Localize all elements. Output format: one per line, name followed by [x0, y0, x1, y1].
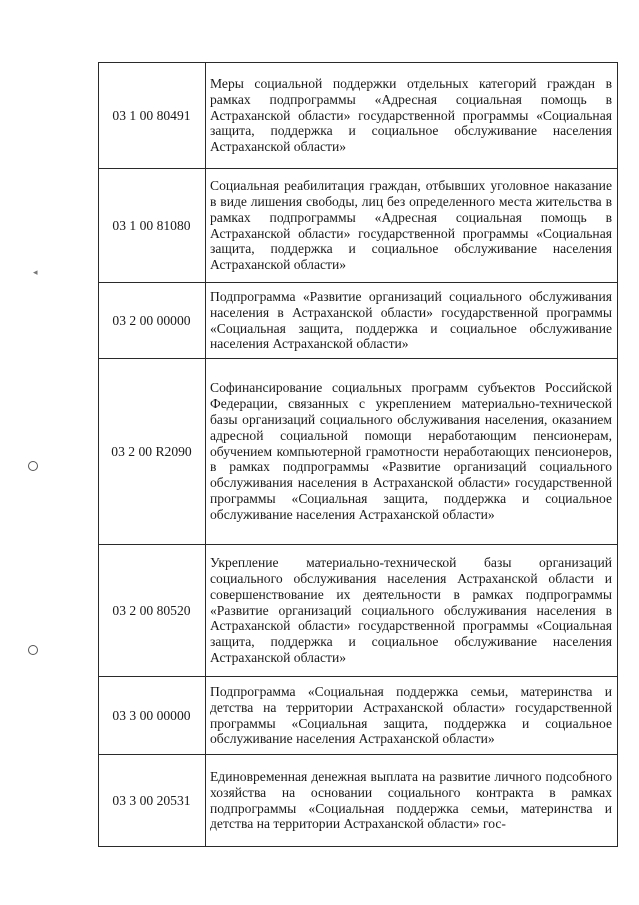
classification-description: Подпрограмма «Социальная поддержка семьи, материнства и детства на территории Астраханской области» государственной программы «Социальная защита, поддержка и социальное обслуживание населения Астраханской области» [206, 677, 618, 755]
punch-hole-mark [28, 461, 38, 471]
table-row [99, 283, 618, 359]
table-row [99, 755, 618, 847]
classification-description: Единовременная денежная выплата на развитие личного подсобного хозяйства на основании социального контракта в рамках подпрограммы «Социальная поддержка семьи, материнства и детства на территории Астраханской области» гос- [206, 755, 618, 847]
classification-description: Софинансирование социальных программ субъектов Российской Федерации, связанных с укреплением материально-технической базы организаций социального обслуживания населения, оказанием адресной социальной помощи неработающим пенсионерам, обучением компьютерной грамотности неработающих пенсионеров, в рамках подпрограммы «Развитие организаций социального обслуживания населения в Астраханской области» государственной программы «Социальная защита, поддержка и социальное обслуживание населения Астраханской области» [206, 359, 618, 545]
classification-code: 03 1 00 80491 [99, 63, 206, 169]
classification-code: 03 2 00 80520 [99, 545, 206, 677]
table-row [99, 359, 618, 545]
punch-hole-mark [28, 645, 38, 655]
classification-description: Укрепление материально-технической базы организаций социального обслуживания населения Астраханской области и совершенствование их деятельности в рамках подпрограммы «Развитие организаций социального обслуживания населения в Астраханской области» государственной программы «Социальная защита, поддержка и социальное обслуживание населения Астраханской области» [206, 545, 618, 677]
classification-code: 03 3 00 20531 [99, 755, 206, 847]
scan-speck: ◂ [33, 267, 38, 277]
table-row [99, 169, 618, 283]
table-row [99, 545, 618, 677]
classification-code: 03 3 00 00000 [99, 677, 206, 755]
classification-description: Социальная реабилитация граждан, отбывших уголовное наказание в виде лишения свободы, лиц без определенного места жительства в рамках подпрограммы «Адресная социальная помощь в Астраханской области» государственной программы «Социальная защита, поддержка и социальное обслуживание населения Астраханской области» [206, 169, 618, 283]
table-row [99, 63, 618, 169]
classification-code: 03 1 00 81080 [99, 169, 206, 283]
table-row [99, 677, 618, 755]
classification-description: Меры социальной поддержки отдельных категорий граждан в рамках подпрограммы «Адресная социальная помощь в Астраханской области» государственной программы «Социальная защита, поддержка и социальное обслуживание населения Астраханской области» [206, 63, 618, 169]
classification-description: Подпрограмма «Развитие организаций социального обслуживания населения в Астраханской области» государственной программы «Социальная защита, поддержка и социальное обслуживание населения Астраханской области» [206, 283, 618, 359]
classification-code: 03 2 00 00000 [99, 283, 206, 359]
classification-code: 03 2 00 R2090 [99, 359, 206, 545]
budget-classification-table [98, 62, 618, 847]
